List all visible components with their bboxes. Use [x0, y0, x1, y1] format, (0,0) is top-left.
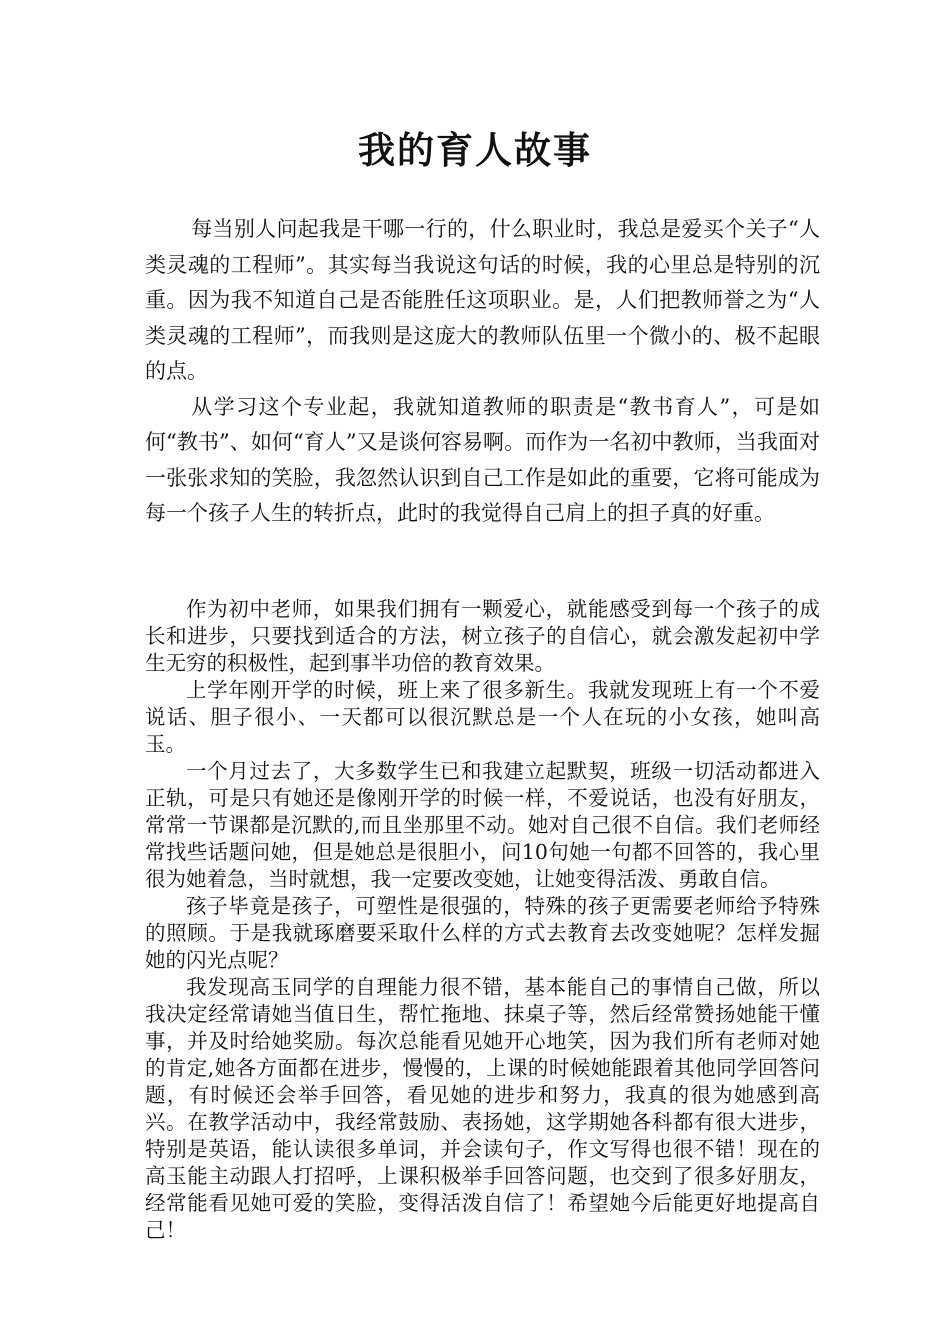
story-paragraph-2: 上学年刚开学的时候，班上来了很多新生。我就发现班上有一个不爱说话、胆子很小、一天都可以很沉默总是一个人在玩的小女孩，她叫高玉。 — [145, 678, 820, 756]
document-title: 我的育人故事 — [358, 128, 592, 172]
intro-section — [145, 212, 820, 532]
story-paragraph-3: 一个月过去了，大多数学生已和我建立起默契，班级一切活动都进入正轨，可是只有她还是像刚开学的时候一样，不爱说话，也没有好朋友，常常一节课都是沉默的,而且坐那里不动。她对自己很不自信。我们老师经常找些话题问她，但是她总是很胆小，问10句她一句都不回答的，我心里很为她着急，当时就想，我一定要改变她，让她变得活泼、勇敢自信。 — [145, 759, 820, 891]
story-paragraph-4: 孩子毕竟是孩子，可塑性是很强的，特殊的孩子更需要老师给予特殊的照顾。于是我就琢磨要采取什么样的方式去教育去改变她呢？怎样发掘她的闪光点呢？ — [145, 894, 820, 972]
story-section — [145, 596, 820, 1244]
story-paragraph-5: 我发现高玉同学的自理能力很不错，基本能自己的事情自己做，所以我决定经常请她当值日生，帮忙拖地、抹桌子等，然后经常赞扬她能干懂事，并及时给她奖励。每次总能看见她开心地笑，因为我们所有老师对她的肯定,她各方面都在进步，慢慢的，上课的时候她能跟着其他同学回答问题，有时候还会举手回答，看见她的进步和努力，我真的很为她感到高兴。在教学活动中，我经常鼓励、表扬她，这学期她各科都有很大进步，特别是英语，能认读很多单词，并会读句子，作文写得也很不错！现在的高玉能主动跟人打招呼，上课积极举手回答问题，也交到了很多好朋友，经常能看见她可爱的笑脸，变得活泼自信了！希望她今后能更好地提高自己！ — [145, 975, 820, 1242]
story-paragraph-1: 作为初中老师，如果我们拥有一颗爱心，就能感受到每一个孩子的成长和进步，只要找到适合的方法，树立孩子的自信心，就会激发起初中学生无穷的积极性，起到事半功倍的教育效果。 — [145, 597, 820, 675]
intro-paragraph-2: 从学习这个专业起，我就知道教师的职责是“教书育人”，可是如何“教书”、如何“育人”又是谈何容易啊。而作为一名初中教师，当我面对一张张求知的笑脸，我忽然认识到自己工作是如此的重要，它将可能成为每一个孩子人生的转折点，此时的我觉得自己肩上的担子真的好重。 — [145, 394, 820, 525]
intro-paragraph-1: 每当别人问起我是干哪一行的，什么职业时，我总是爱买个关子“人类灵魂的工程师”。其实每当我说这句话的时候，我的心里总是特别的沉重。因为我不知道自己是否能胜任这项职业。是，人们把教师誉之为“人类灵魂的工程师”，而我则是这庞大的教师队伍里一个微小的、极不起眼的点。 — [145, 217, 820, 383]
